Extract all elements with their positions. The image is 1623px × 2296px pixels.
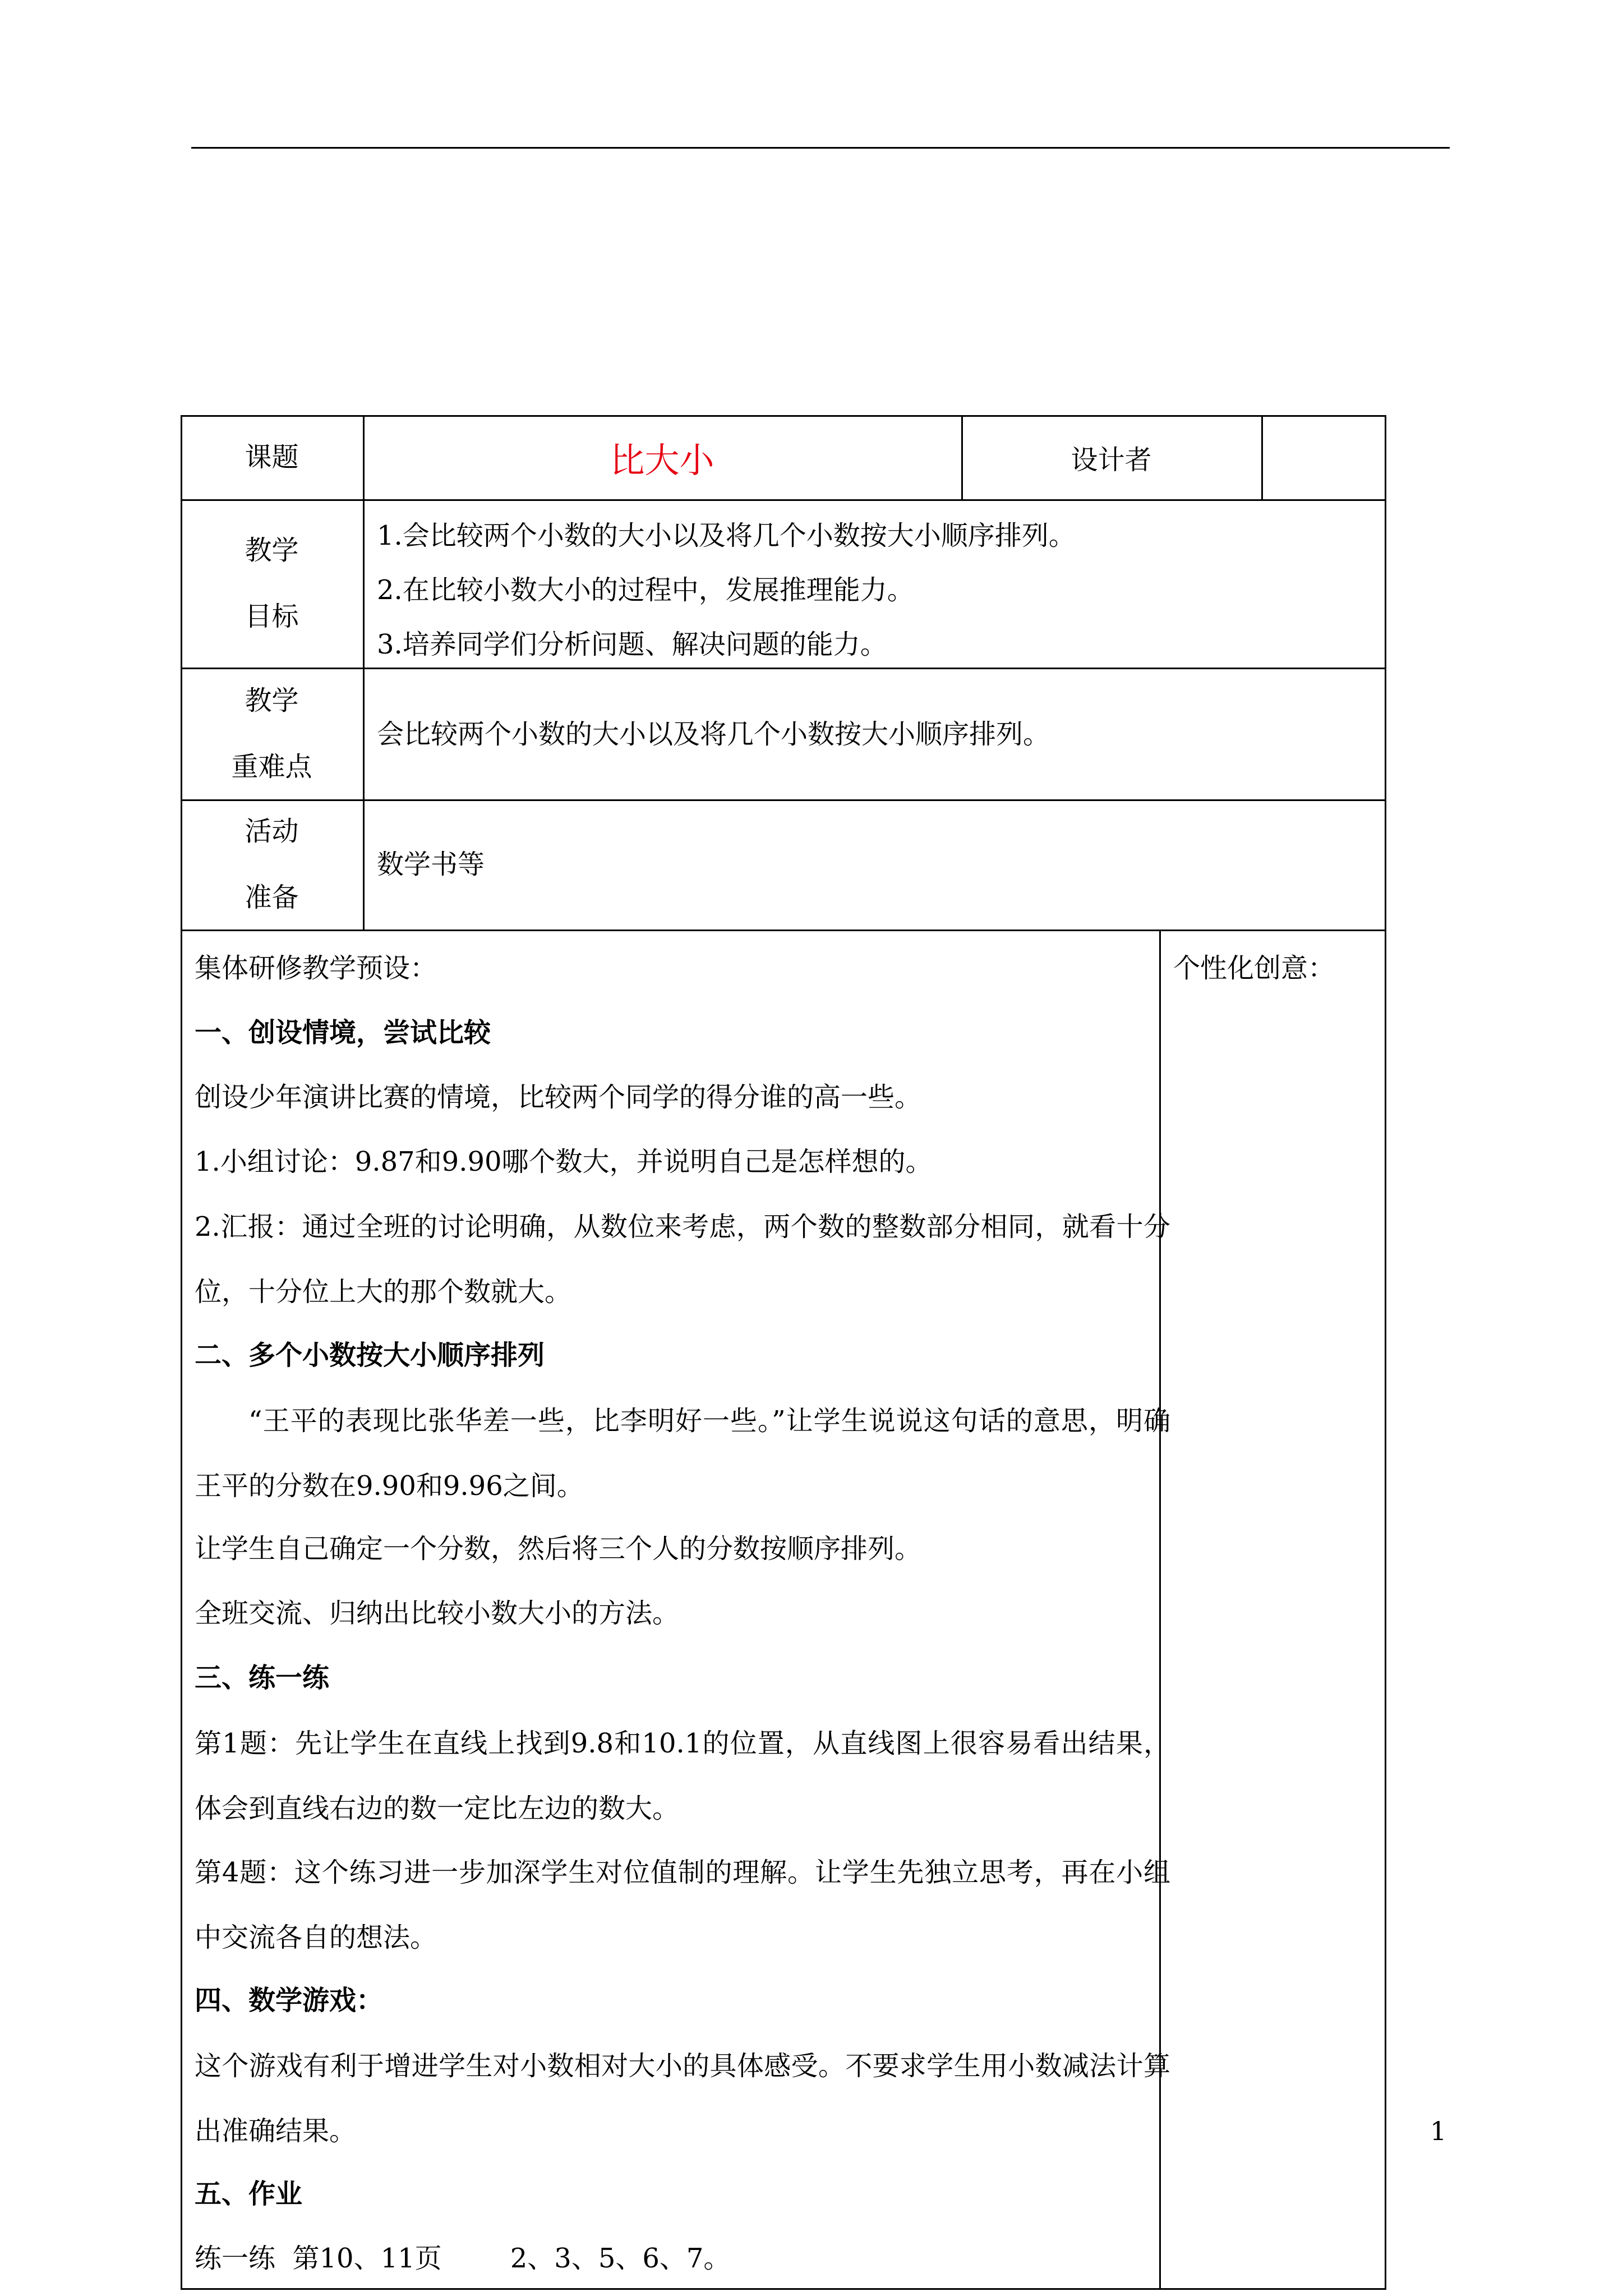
paragraph: 全班交流、归纳出比较小数大小的方法。 (195, 1598, 680, 1629)
title-cell (363, 415, 961, 499)
table-border-bottom (181, 2288, 1386, 2290)
preparation-label-cell (181, 799, 363, 930)
preparation-label-line1: 活动 (245, 816, 299, 847)
key-points-text: 会比较两个小数的大小以及将几个小数按大小顺序排列。 (377, 719, 1050, 750)
lesson-plan-table (181, 415, 1386, 2290)
paragraph: 第1题：先让学生在直线上找到9.8和10.1的位置，从直线图上很容易看出结果，体会到直线右边的数一定比左边的数大。 (195, 1728, 1170, 1824)
section-title: 五、作业 (195, 2178, 303, 2210)
preparation-label-line2: 准备 (245, 882, 299, 913)
key-points-label (231, 668, 312, 800)
preparation-label (245, 798, 298, 931)
paragraph: “王平的表现比张华差一些，比李明好一些。”让学生说说这句话的意思，明确王平的分数在9.90和9.96之间。 (195, 1405, 1170, 1502)
key-points-label-cell (181, 668, 363, 799)
key-points-content (377, 668, 1375, 799)
paragraph: 创设少年演讲比赛的情境，比较两个同学的得分谁的高一些。 (195, 1082, 922, 1113)
designer-label-cell (961, 415, 1261, 499)
lesson-title: 比大小 (610, 439, 714, 481)
preparation-text: 数学书等 (377, 849, 485, 880)
personal-notes-column (1173, 930, 1375, 2288)
course-label: 课题 (245, 441, 299, 473)
objectives-content (377, 499, 1375, 668)
course-label-cell (181, 415, 363, 499)
objectives-label-line2: 目标 (245, 601, 299, 632)
paragraph: 1.小组讨论：9.87和9.90哪个数大，并说明自己是怎样想的。 (195, 1146, 933, 1177)
designer-value-cell (1261, 415, 1385, 499)
objective-item: 2.在比较小数大小的过程中，发展推理能力。 (377, 574, 914, 606)
objective-item: 3.培养同学们分析问题、解决问题的能力。 (377, 629, 887, 660)
preparation-content (377, 799, 1375, 930)
key-points-label-line2: 重难点 (231, 751, 312, 783)
section-title: 二、多个小数按大小顺序排列 (195, 1340, 545, 1371)
paragraph: 练一练 第10、11页 2、3、5、6、7。 (195, 2243, 731, 2274)
lesson-plan-content (195, 930, 1170, 2288)
section-title: 三、练一练 (195, 1662, 330, 1694)
objectives-label (245, 517, 298, 650)
objectives-label-cell (181, 499, 363, 668)
plan-heading: 集体研修教学预设： (195, 953, 437, 984)
paragraph: 让学生自己确定一个分数，然后将三个人的分数按顺序排列。 (195, 1533, 922, 1565)
designer-label: 设计者 (1071, 444, 1152, 476)
paragraph: 2.汇报：通过全班的讨论明确，从数位来考虑，两个数的整数部分相同，就看十分位，十分位上大的那个数就大。 (195, 1211, 1170, 1308)
objective-item: 1.会比较两个小数的大小以及将几个小数按大小顺序排列。 (377, 520, 1076, 551)
header-rule (191, 147, 1450, 149)
paragraph: 第4题：这个练习进一步加深学生对位值制的理解。让学生先独立思考，再在小组中交流各自的想法。 (195, 1857, 1170, 1953)
personal-label: 个性化创意： (1173, 953, 1335, 984)
objectives-label-line1: 教学 (245, 535, 299, 566)
key-points-label-line1: 教学 (245, 684, 299, 716)
paragraph: 这个游戏有利于增进学生对小数相对大小的具体感受。不要求学生用小数减法计算出准确结果。 (195, 2050, 1170, 2147)
section-title: 四、数学游戏： (195, 1985, 384, 2016)
page-number: 1 (1430, 2116, 1447, 2146)
table-border-right (1385, 415, 1386, 2290)
section-title: 一、创设情境，尝试比较 (195, 1017, 491, 1048)
